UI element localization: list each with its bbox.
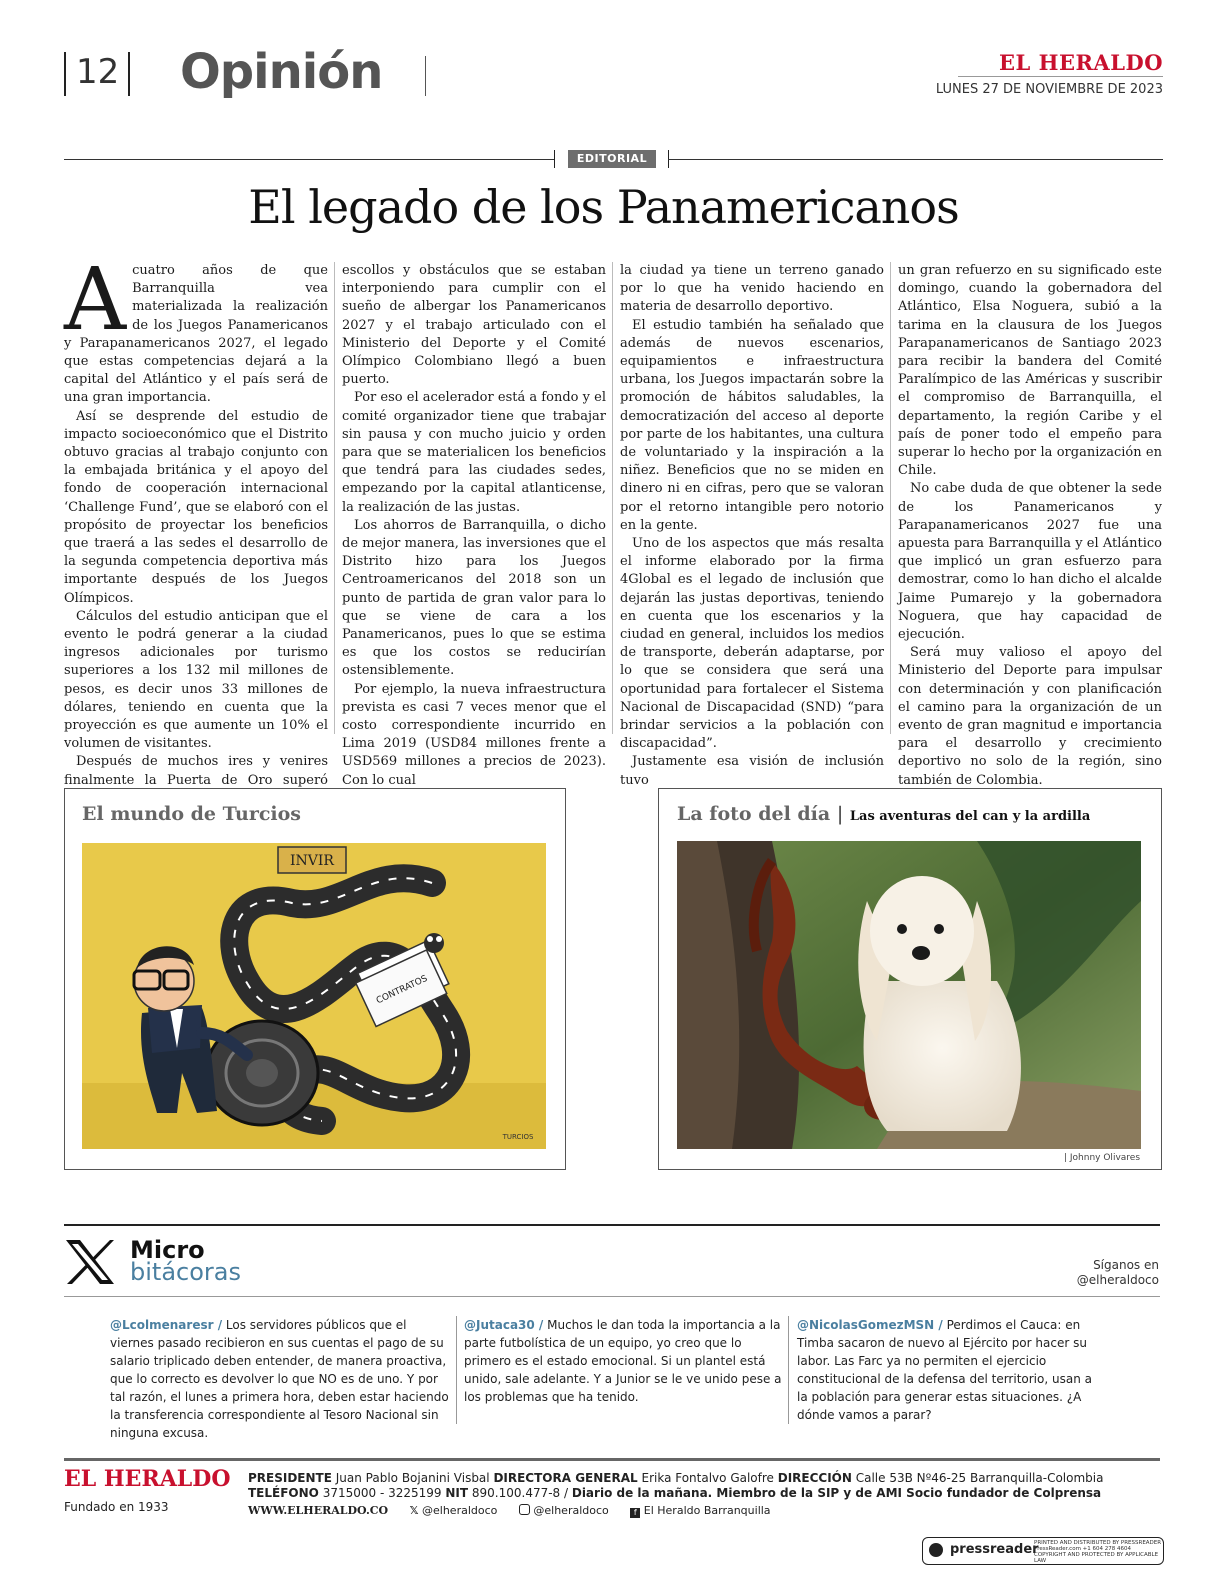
header-divider bbox=[128, 52, 130, 96]
micro-subrule bbox=[64, 1296, 1160, 1297]
pressreader-notice: PRINTED AND DISTRIBUTED BY PRESSREADER PressReader.com +1 604 278 4604 COPYRIGHT AND PROTECTED BY APPLICABLE LAW bbox=[1034, 1540, 1162, 1564]
pressreader-name: pressreader bbox=[950, 1542, 1039, 1557]
header-divider bbox=[425, 56, 426, 96]
header-divider bbox=[64, 52, 66, 96]
article-paragraph: escollos y obstáculos que se estaban interponiendo para cumplir con el sueño de albergar los Panamericanos 2027 y el trabajo articulado con el Ministerio del Deporte y el Comité Olímpico Colombiano llegó a buen puerto. bbox=[342, 263, 606, 388]
kicker-rule-left bbox=[64, 159, 554, 160]
tweet-divider bbox=[788, 1316, 789, 1424]
dropcap: A bbox=[64, 250, 127, 350]
cartoon-title: El mundo de Turcios bbox=[82, 803, 301, 825]
website-link[interactable]: WWW.ELHERALDO.CO bbox=[248, 1504, 389, 1517]
invir-sign-text: INVIR bbox=[290, 853, 334, 869]
follow-handle[interactable]: @elheraldoco bbox=[1076, 1273, 1159, 1287]
article-paragraph: Justamente esa visión de inclusión tuvo bbox=[620, 754, 884, 788]
photo-title: La foto del día | Las aventuras del can y la ardilla bbox=[677, 803, 1091, 825]
column-rule bbox=[612, 262, 613, 734]
tweet-divider bbox=[456, 1316, 457, 1424]
photo-subtitle: Las aventuras del can y la ardilla bbox=[849, 809, 1091, 824]
facebook-link[interactable]: El Heraldo Barranquilla bbox=[643, 1504, 771, 1517]
article-column-2 bbox=[342, 262, 606, 788]
article-paragraph: Por ejemplo, la nueva infraestructura prevista es casi 7 veces menor que el costo correspondiente incurrido en Lima 2019 (USD84 millones frente a USD569 millones a precios de 2023). Con lo cual bbox=[342, 681, 606, 788]
instagram-icon bbox=[519, 1504, 530, 1515]
article-paragraph: Después de muchos ires y venires finalmente la Puerta de Oro superó bbox=[64, 754, 328, 788]
article-paragraph: un gran refuerzo en su significado este domingo, cuando la gobernadora del Atlántico, Elsa Noguera, subió a la tarima en la clausura de los Juegos Parapanamericanos de Santiago 2023 para recibir la bandera del Comité Paralímpico de las Américas y suscribir el compromiso de Barranquilla, el departamento, la región Caribe y el país de poner todo el empeño para superar lo hecho por la organización en Chile. bbox=[898, 263, 1162, 479]
footer-links bbox=[248, 1504, 771, 1518]
footer-credits-line-1: PRESIDENTE Juan Pablo Bojanini Visbal DIRECTORA GENERAL Erika Fontalvo Galofre DIRECCIÓN Calle 53B Nº46-25 Barranquilla-Colombia bbox=[248, 1471, 1104, 1485]
footer-logo: EL HERALDO bbox=[64, 1466, 231, 1492]
article-paragraph: No cabe duda de que obtener la sede de los Panamericanos y Parapanamericanos 2027 fue una apuesta para Barranquilla y el Atlántico que implicó un gran esfuerzo para demostrar, como lo han dicho el alcalde Jaime Pumarejo y la gobernadora Noguera, que hay capacidad de ejecución. bbox=[898, 481, 1162, 643]
editorial-headline: El legado de los Panamericanos bbox=[248, 180, 959, 234]
footer-credits-line-2: TELÉFONO 3715000 - 3225199 NIT 890.100.477-8 / Diario de la mañana. Miembro de la SIP y de AMI Socio fundador de Colprensa bbox=[248, 1486, 1102, 1500]
tweet bbox=[110, 1316, 450, 1442]
article-column-1 bbox=[64, 250, 328, 788]
x-social-icon: 𝕏 bbox=[409, 1504, 419, 1517]
article-paragraph: Los ahorros de Barranquilla, o dicho de mejor manera, las inversiones que el Distrito hizo para los Juegos Centroamericanos del 2018 son un punto de partida de gran valor para lo que se viene de cara a los Panamericanos, pues lo que se estima es que los costos se reducirían ostensiblemente. bbox=[342, 517, 606, 679]
founded-text: Fundado en 1933 bbox=[64, 1500, 169, 1514]
masthead-logo: EL HERALDO bbox=[999, 50, 1163, 75]
tweet-handle[interactable]: @Lcolmenaresr / bbox=[110, 1318, 223, 1332]
tweet bbox=[464, 1316, 782, 1406]
article-paragraph: Por eso el acelerador está a fondo y el comité organizador tiene que trabajar sin pausa y con mucho juicio y orden para que se materialicen los beneficios que tendrá para las ciudades sedes, empezando por la capital atlanticense, la realización de las justas. bbox=[342, 390, 606, 515]
contracts-text: CONTRATOS bbox=[374, 973, 430, 1007]
column-rule bbox=[890, 262, 891, 734]
facebook-icon: f bbox=[630, 1508, 640, 1518]
tweet bbox=[797, 1316, 1097, 1424]
micro-title: Micro bbox=[130, 1236, 205, 1264]
tweet-handle[interactable]: @Jutaca30 / bbox=[464, 1318, 544, 1332]
column-rule bbox=[334, 262, 335, 734]
follow-label: Síganos en bbox=[1093, 1258, 1159, 1272]
instagram-link[interactable]: @elheraldoco bbox=[533, 1504, 609, 1517]
header-rule bbox=[958, 76, 1163, 77]
pressreader-icon bbox=[929, 1543, 943, 1557]
footer-rule bbox=[64, 1458, 1160, 1461]
page-number: 12 bbox=[76, 52, 120, 92]
x-social-link[interactable]: @elheraldoco bbox=[422, 1504, 498, 1517]
issue-date: LUNES 27 DE NOVIEMBRE DE 2023 bbox=[935, 82, 1163, 97]
article-column-4 bbox=[898, 262, 1162, 788]
micro-subtitle: bitácoras bbox=[130, 1258, 241, 1286]
section-title: Opinión bbox=[180, 44, 383, 100]
tweet-text: Los servidores públicos que el viernes pasado recibieron en sus cuentas el pago de su salario triplicado deben entender, de manera proactiva, que lo correcto es devolver lo que NO es de uno. Y por tal razón, el lunes a primera hora, deben estar haciendo la transferencia correspondiente al Tesoro Nacional sin ninguna excusa. bbox=[110, 1318, 449, 1440]
article-paragraph: Uno de los aspectos que más resalta el informe elaborado por la firma 4Global es el legado de inclusión que dejarán las justas deportivas, teniendo en cuenta que los escenarios y la ciudad en general, incluidos los medios de transporte, deberán adaptarse, por lo que se considera que será una oportunidad para fortalecer el Sistema Nacional de Discapacidad (SND) “para brindar servicios a la población con discapacidad”. bbox=[620, 536, 884, 752]
editorial-kicker: EDITORIAL bbox=[568, 150, 656, 168]
micro-rule bbox=[64, 1224, 1160, 1226]
article-paragraph: Será muy valioso el apoyo del Ministerio del Deporte para impulsar con determinación y con planificación el camino para la organización de un evento de gran magnitud e importancia para el desarrollo y crecimiento deportivo no solo de la región, sino también de Colombia. bbox=[898, 645, 1162, 788]
tweet-text: Perdimos el Cauca: en Timba sacaron de nuevo al Ejército por hacer su labor. Las Farc ya no permiten el ejercicio constitucional de la defensa del territorio, usan a la población para generar estas situaciones. ¿A dónde vamos a parar? bbox=[797, 1318, 1092, 1422]
cartoonist-signature: TURCIOS bbox=[502, 1133, 534, 1141]
article-paragraph: A cuatro años de que Barranquilla vea materializada la realización de los Juegos Panamericanos y Parapanamericanos 2027, el legado que estas competencias dejará a la capital del Atlántico y el país será de una gran importancia. bbox=[64, 250, 328, 406]
article-paragraph: El estudio también ha señalado que además de nuevos escenarios, equipamientos e infraestructura urbana, los Juegos impactarán sobre la promoción de hábitos saludables, la democratización del acceso al deporte por parte de los habitantes, una cultura de voluntariado y la inspiración a la niñez. Beneficios que no se miden en dinero ni en cifras, pero que se valoran por el retorno intangible pero notorio en la gente. bbox=[620, 317, 884, 533]
photo-credit: | Johnny Olivares bbox=[1064, 1153, 1141, 1163]
photo-image bbox=[677, 841, 1141, 1149]
tweet-handle[interactable]: @NicolasGomezMSN / bbox=[797, 1318, 943, 1332]
kicker-rule-right bbox=[668, 159, 1163, 160]
x-logo-icon bbox=[64, 1238, 116, 1286]
article-paragraph: Así se desprende del estudio de impacto socioeconómico que el Distrito obtuvo gracias al trabajo conjunto con la embajada británica y el apoyo del fondo de cooperación internacional ‘Challenge Fund’, que se elaboró con el propósito de proyectar los beneficios que traerá a las sedes el desarrollo de la segunda competencia deportiva más importante después de los Juegos Olímpicos. bbox=[64, 408, 328, 606]
tweet-text: Muchos le dan toda la importancia a la parte futbolística de un equipo, yo creo que lo primero es el estado emocional. Si un plantel está unido, sale adelante. Y a Junior se le ve unido pese a los problemas que ha tenido. bbox=[464, 1318, 782, 1404]
article-column-3 bbox=[620, 262, 884, 788]
kicker-tick bbox=[554, 150, 555, 168]
article-paragraph: la ciudad ya tiene un terreno ganado por lo que ha venido haciendo en materia de desarrollo deportivo. bbox=[620, 263, 884, 315]
cartoon-illustration bbox=[82, 843, 546, 1149]
article-paragraph: Cálculos del estudio anticipan que el evento le podrá generar a la ciudad ingresos adicionales por turismo superiores a los 132 mil millones de pesos, es decir unos 33 millones de dólares, teniendo en cuenta que la proyección es que aumente un 10% el volumen de visitantes. bbox=[64, 608, 328, 752]
